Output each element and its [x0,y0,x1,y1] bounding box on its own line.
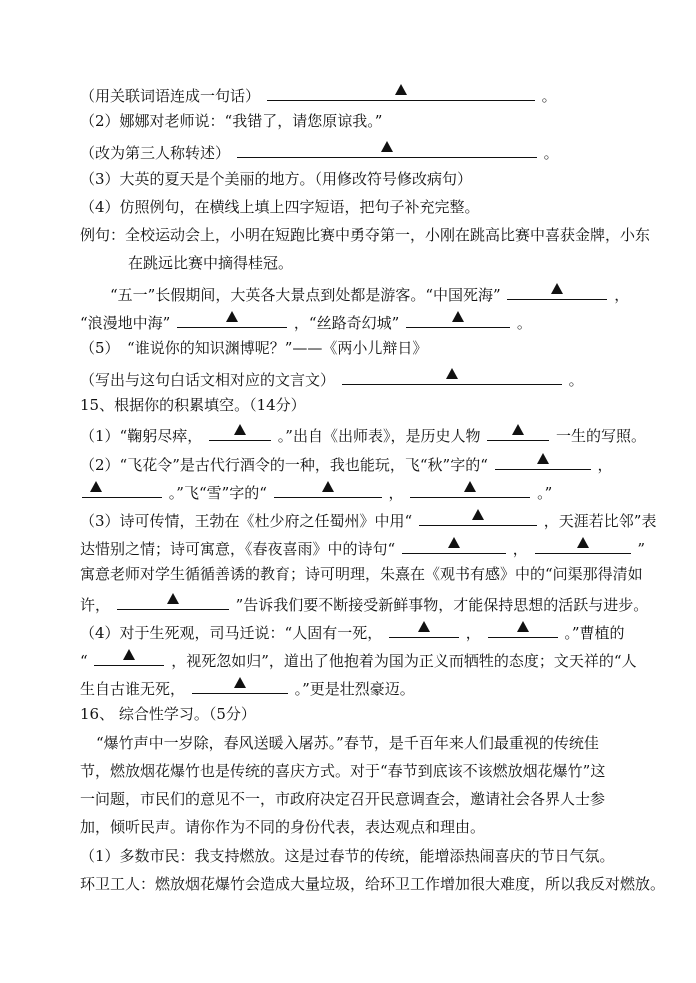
punctuation: ” [637,540,645,558]
q15-3-line1 [80,507,656,529]
answer-blank[interactable] [389,619,459,638]
answer-blank[interactable] [535,535,631,554]
triangle-icon [452,311,464,322]
answer-blank[interactable] [117,591,229,610]
answer-blank[interactable] [237,139,537,158]
q14-3-text: （3）大英的夏天是个美丽的地方。（用修改符号修改病句） [80,170,473,188]
q16-heading [80,703,256,725]
triangle-icon [577,537,589,548]
triangle-icon [464,481,476,492]
answer-blank[interactable] [507,281,607,300]
answer-blank[interactable] [487,422,549,441]
q14-5-instruction: （写出与这句白话文相对应的文言文） [80,371,336,389]
q15-4-line3 [80,675,415,697]
triangle-icon [446,368,458,379]
fill-text: 生自古谁无死， [80,680,186,698]
answer-blank[interactable] [402,535,506,554]
triangle-icon [381,141,393,152]
q15-3-line3 [80,563,643,585]
citizen-opinion: （1）多数市民：我支持燃放。这是过春节的传统，能增添热闹喜庆的节日气氛。 [80,847,615,865]
triangle-icon [90,481,102,492]
punctuation: ， [597,456,613,474]
answer-blank[interactable] [419,507,537,526]
q14-5-prompt [80,337,427,359]
answer-blank[interactable] [406,309,510,328]
answer-blank[interactable] [274,479,382,498]
answer-blank[interactable] [488,619,558,638]
q16-sanitation-worker [80,873,665,895]
q14-2-prompt [80,110,382,132]
triangle-icon [517,621,529,632]
answer-blank[interactable] [342,366,562,385]
punctuation: 。” [537,484,553,502]
paragraph-text: 加，倾听民声。请你作为不同的身份代表，表达观点和理由。 [80,818,486,836]
q14-5-answer-line [80,366,584,388]
fill-text: 。”飞“雪”字的“ [168,484,267,502]
example-text: 在跳远比赛中摘得桂冠。 [128,254,294,272]
triangle-icon [395,84,407,95]
example-text: 例句：全校运动会上，小明在短跑比赛中勇夺第一，小刚在跳高比赛中喜获金牌，小东 [80,226,651,244]
q14-4-fill-line2 [80,309,532,331]
fill-text: （4）对于生死观，司马迁说：“人固有一死， [80,624,383,642]
triangle-icon [123,649,135,660]
q15-4-line2 [80,647,637,669]
punctuation: “ [80,652,88,670]
fill-text: ，天涯若比邻”表 [543,512,657,530]
q16-paragraph-line4 [80,816,485,838]
q14-2-instruction: （改为第三人称转述） [80,144,231,162]
fill-text: （3）诗可传情，王勃在《杜少府之任蜀州》中用“ [80,512,413,530]
punctuation: 。 [516,314,532,332]
triangle-icon [537,453,549,464]
q15-3-line4 [80,591,648,613]
q14-5-text: （5） “谁说你的知识渊博呢？”——《两小儿辩日》 [80,339,428,357]
punctuation: 。 [568,371,584,389]
triangle-icon [512,424,524,435]
q15-1-line [80,422,646,444]
q14-4-text: （4）仿照例句，在横线上填上四字短语，把句子补充完整。 [80,198,480,216]
fill-text: ，“丝路奇幻城” [293,314,400,332]
q15-4-line1 [80,619,625,641]
answer-blank[interactable] [495,451,591,470]
example-sentence-line1 [80,224,650,246]
punctuation: ， [614,286,630,304]
punctuation: ， [465,624,481,642]
q15-2-line2 [80,479,552,501]
triangle-icon [167,593,179,604]
q16-paragraph-line2 [80,760,605,782]
answer-blank[interactable] [209,422,271,441]
q15-title: 15、根据你的积累填空。（14分） [80,396,306,414]
triangle-icon [448,537,460,548]
q14-2-answer-line [80,139,559,161]
example-sentence-line2 [128,252,293,274]
triangle-icon [322,481,334,492]
answer-blank[interactable] [267,82,535,101]
answer-blank[interactable] [192,675,288,694]
punctuation: 。 [543,144,559,162]
punctuation: ， [388,484,404,502]
fill-text: “浪漫地中海” [80,314,171,332]
triangle-icon [472,509,484,520]
fill-text: “五一”长假期间，大英各大景点到处都是游客。“中国死海” [110,286,501,304]
fill-text: （2）“飞花令”是古代行酒令的一种，我也能玩，飞“秋”字的“ [80,456,488,474]
sanitation-opinion: 环卫工人：燃放烟花爆竹会造成大量垃圾，给环卫工作增加很大难度，所以我反对燃放。 [80,875,666,893]
triangle-icon [418,621,430,632]
fill-text: 许， [80,596,111,614]
triangle-icon [551,283,563,294]
fill-text: 。”出自《出师表》，是历史人物 [277,427,481,445]
q16-title: 16、 综合性学习。（5分） [80,705,256,723]
q14-4-prompt [80,196,480,218]
fill-text: （1）“鞠躬尽瘁， [80,427,203,445]
paragraph-text: 节，燃放烟花爆竹也是传统的喜庆方式。对于“春节到底该不该燃放烟花爆竹”这 [80,762,606,780]
q16-paragraph-line1 [96,732,599,754]
q15-2-line1 [80,451,612,473]
fill-text: ”告诉我们要不断接受新鲜事物，才能保持思想的活跃与进步。 [235,596,649,614]
q14-1-connect-line [80,82,557,104]
punctuation: 。 [541,87,557,105]
triangle-icon [234,424,246,435]
fill-text: 。”更是壮烈豪迈。 [294,680,415,698]
q14-2-text: （2）娜娜对老师说：“我错了，请您原谅我。” [80,112,383,130]
q14-1-instruction: （用关联词语连成一句话） [80,87,261,105]
fill-text: 寓意老师对学生循循善诱的教育；诗可明理，朱熹在《观书有感》中的“问渠那得清如 [80,565,643,583]
q16-paragraph-line3 [80,788,605,810]
triangle-icon [226,311,238,322]
fill-text: ，视死忽如归”，道出了他抱着为国为正义而牺牲的态度；文天祥的“人 [171,652,637,670]
paragraph-text: “爆竹声中一岁除，春风送暖入屠苏。”春节，是千百年来人们最重视的传统佳 [96,734,599,752]
q14-4-fill-line1 [110,281,629,303]
q15-3-line2 [80,535,645,557]
q14-3-prompt [80,168,472,190]
fill-text: 。”曹植的 [564,624,625,642]
answer-blank[interactable] [94,647,164,666]
triangle-icon [234,677,246,688]
fill-text: 一生的写照。 [556,427,647,445]
paragraph-text: 一问题，市民们的意见不一，市政府决定召开民意调查会，邀请社会各界人士参 [80,790,606,808]
answer-blank[interactable] [82,479,162,498]
fill-text: 达惜别之情；诗可寓意，《春夜喜雨》中的诗句“ [80,540,396,558]
q16-1-citizens [80,845,615,867]
answer-blank[interactable] [177,309,287,328]
answer-blank[interactable] [410,479,530,498]
q15-heading [80,394,306,416]
punctuation: ， [512,540,528,558]
